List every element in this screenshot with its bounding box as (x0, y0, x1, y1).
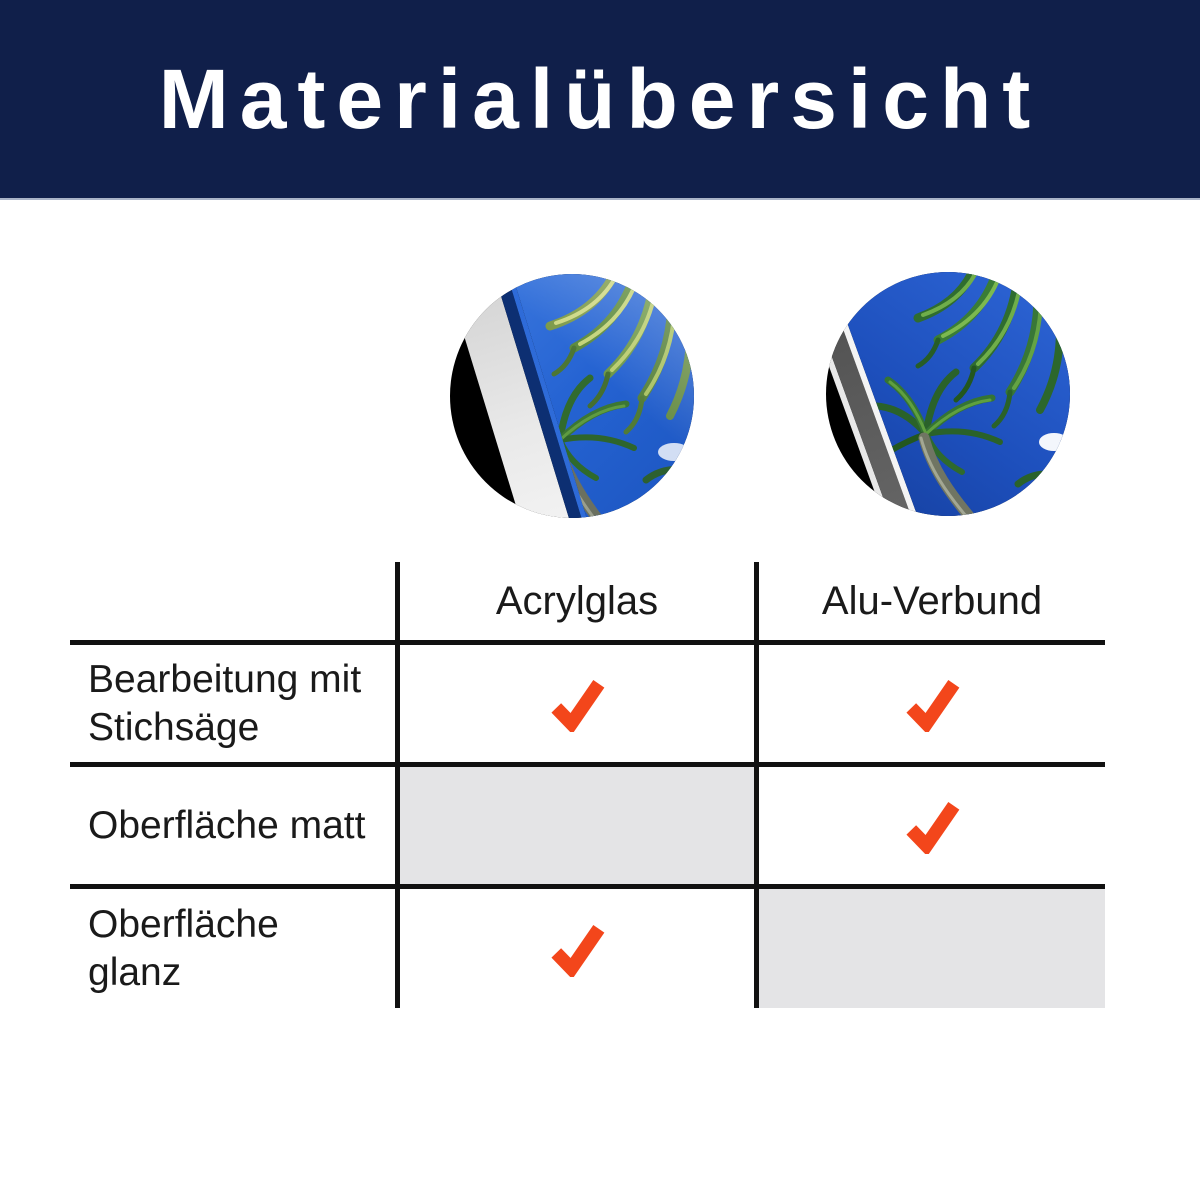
row-label-glanz: Oberfläche glanz (88, 902, 279, 994)
column-header-acrylglas: Acrylglas (495, 578, 659, 623)
table-cell-matt-aluverbund (759, 767, 1105, 884)
material-photo-acrylglas (450, 274, 694, 518)
column-header-alu-verbund: Alu-Verbund (821, 578, 1043, 623)
material-photo-alu-verbund (826, 272, 1070, 516)
table-cell-stichsaege-aluverbund (759, 645, 1105, 762)
table-cell-glanz-acrylglas (400, 889, 754, 1008)
check-icon (904, 676, 960, 732)
row-label-matt: Oberfläche matt (88, 803, 366, 847)
check-icon (549, 676, 605, 732)
table-cell-stichsaege-acrylglas (400, 645, 754, 762)
row-label-stichsaege: Bearbeitung mit Stichsäge (88, 657, 362, 749)
check-icon (904, 798, 960, 854)
alu-verbund-corner-palm-photo-icon (826, 272, 1070, 516)
acrylglas-corner-palm-photo-icon (450, 274, 694, 518)
check-icon (549, 921, 605, 977)
header-band (0, 0, 1200, 200)
table-cell-matt-acrylglas (400, 767, 754, 884)
table-cell-glanz-aluverbund (759, 889, 1105, 1008)
page-title: Materialübersicht (158, 51, 1042, 146)
